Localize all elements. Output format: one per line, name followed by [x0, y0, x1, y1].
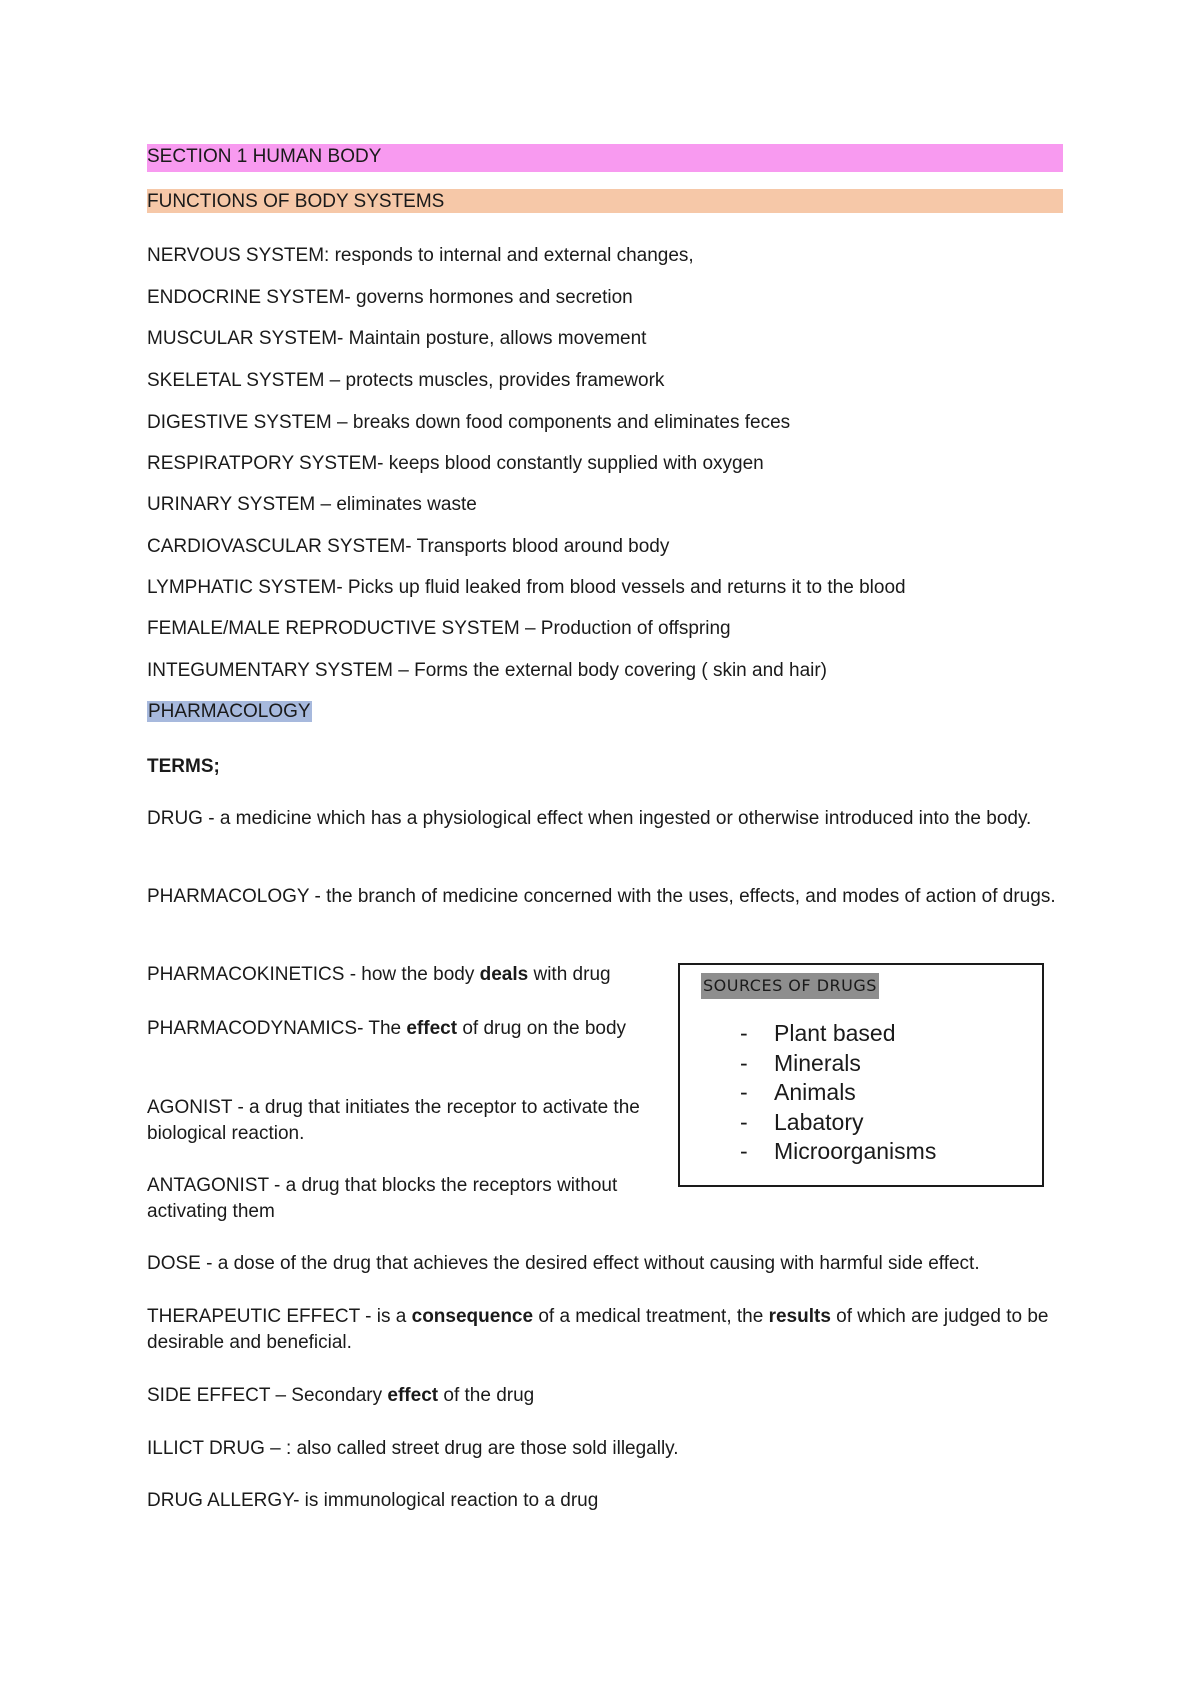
pharmacology-highlight: PHARMACOLOGY	[148, 701, 311, 722]
system-line-integumentary: INTEGUMENTARY SYSTEM – Forms the external body covering ( skin and hair)	[147, 660, 828, 681]
term-illicit-drug: ILLICT DRUG – : also called street drug are those sold illegally.	[147, 1438, 679, 1459]
sources-title: SOURCES OF DRUGS	[701, 973, 879, 999]
term-dose: DOSE - a dose of the drug that achieves the desired effect without causing with harmful side effect.	[147, 1253, 980, 1274]
term-text: of drug on the body	[457, 1018, 627, 1039]
source-label: Minerals	[774, 1049, 861, 1076]
term-pharmacodynamics	[147, 1016, 637, 1042]
term-text: with drug	[528, 964, 611, 985]
section-heading-band	[147, 144, 1063, 172]
term-text: of a medical treatment, the	[533, 1306, 769, 1327]
list-item	[740, 1049, 936, 1079]
source-label: Microorganisms	[774, 1138, 937, 1164]
system-line-muscular: MUSCULAR SYSTEM- Maintain posture, allows movement	[147, 328, 647, 349]
system-line-digestive: DIGESTIVE SYSTEM – breaks down food components and eliminates feces	[147, 412, 791, 433]
system-line-skeletal: SKELETAL SYSTEM – protects muscles, provides framework	[147, 370, 665, 391]
pharmacology-heading	[147, 699, 312, 725]
term-text: of the drug	[438, 1385, 535, 1406]
terms-heading: TERMS;	[147, 756, 220, 777]
subsection-title: FUNCTIONS OF BODY SYSTEMS	[147, 191, 445, 212]
term-pharmacology: PHARMACOLOGY - the branch of medicine concerned with the uses, effects, and modes of action of drugs.	[147, 886, 1056, 907]
system-line-nervous: NERVOUS SYSTEM: responds to internal and external changes,	[147, 245, 694, 266]
term-drug: DRUG - a medicine which has a physiological effect when ingested or otherwise introduced into the body.	[147, 808, 1032, 829]
list-item	[740, 1019, 936, 1049]
list-item	[740, 1108, 936, 1138]
list-item	[740, 1137, 936, 1167]
term-emphasis: deals	[479, 964, 529, 985]
term-antagonist: ANTAGONIST - a drug that blocks the receptors without activating them	[147, 1175, 618, 1222]
system-line-reproductive: FEMALE/MALE REPRODUCTIVE SYSTEM – Production of offspring	[147, 618, 731, 639]
bullet-dash: -	[740, 1108, 748, 1135]
term-text: PHARMACOKINETICS - how the body	[147, 964, 480, 985]
term-therapeutic-effect	[147, 1304, 1067, 1356]
bullet-dash: -	[740, 1020, 748, 1046]
sources-of-drugs-box	[678, 963, 1044, 1187]
term-text: PHARMACODYNAMICS- The	[147, 1018, 407, 1039]
bullet-dash: -	[740, 1138, 748, 1164]
section-title: SECTION 1 HUMAN BODY	[147, 146, 382, 167]
term-pharmacokinetics	[147, 962, 667, 988]
term-emphasis: results	[768, 1306, 831, 1327]
term-emphasis: effect	[406, 1018, 458, 1039]
term-agonist: AGONIST - a drug that initiates the receptor to activate the biological reaction.	[147, 1097, 640, 1144]
system-line-lymphatic: LYMPHATIC SYSTEM- Picks up fluid leaked from blood vessels and returns it to the blood	[147, 577, 906, 598]
system-line-respiratory: RESPIRATPORY SYSTEM- keeps blood constantly supplied with oxygen	[147, 453, 764, 474]
term-text: SIDE EFFECT – Secondary	[147, 1385, 388, 1406]
system-line-urinary: URINARY SYSTEM – eliminates waste	[147, 494, 477, 515]
term-drug-allergy: DRUG ALLERGY- is immunological reaction to a drug	[147, 1490, 599, 1511]
sources-list	[740, 1019, 936, 1167]
source-label: Labatory	[774, 1108, 864, 1135]
system-line-cardiovascular: CARDIOVASCULAR SYSTEM- Transports blood around body	[147, 536, 670, 557]
term-emphasis: consequence	[411, 1306, 534, 1327]
source-label: Plant based	[774, 1020, 896, 1046]
term-text: THERAPEUTIC EFFECT - is a	[147, 1306, 412, 1327]
bullet-dash: -	[740, 1079, 748, 1105]
source-label: Animals	[774, 1079, 856, 1105]
term-side-effect	[147, 1383, 534, 1409]
subsection-heading-band	[147, 189, 1063, 213]
system-line-endocrine: ENDOCRINE SYSTEM- governs hormones and secretion	[147, 287, 633, 308]
list-item	[740, 1078, 936, 1108]
bullet-dash: -	[740, 1049, 748, 1076]
term-emphasis: effect	[387, 1385, 439, 1406]
term-text: of which are judged to be desirable and beneficial.	[147, 1306, 1049, 1353]
